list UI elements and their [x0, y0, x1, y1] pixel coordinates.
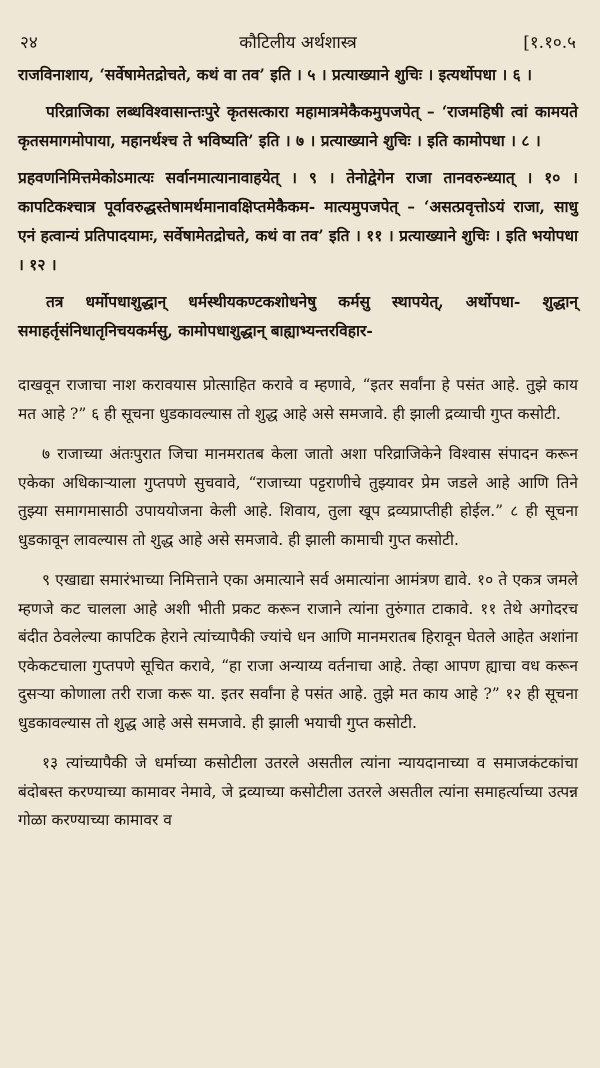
marathi-paragraph: दाखवून राजाचा नाश करावयास प्रोत्साहित करावे व म्हणावे, “इतर सर्वांना हे पसंत आहे. तुझे काय मत आहे ?” ६ ही सूचना धुडकावल्यास तो शुद्ध आहे असे समजावे. ही झाली द्रव्याची गुप्त कसोटी. [18, 376, 578, 423]
sanskrit-paragraph: राजविनाशाय, ‘सर्वेषामेतद्रोचते, कथं वा तव’ इति । ५ । प्रत्याख्याने शुचिः । इत्यर्थोपधा । ६ । [18, 65, 533, 84]
page-header [18, 30, 578, 60]
page-number: २४ [20, 33, 38, 53]
marathi-paragraph: १३ त्यांच्यापैकी जे धर्माच्या कसोटीला उतरले असतील त्यांना न्यायदानाच्या व समाजकंटकांचा बंदोबस्त करण्याच्या कामावर नेमावे, जे द्रव्याच्या कसोटीला उतरले असतील त्यांना समाहर्त्याच्या उत्पन्न गोळा करण्याच्या कामावर व [18, 754, 578, 829]
sanskrit-paragraph: प्रहवणनिमित्तमेकोऽमात्यः सर्वानमात्यानावाहयेत् । ९ । तेनोद्वेगेन राजा तानवरुन्ध्यात् । १० । कापटिकश्चात्र पूर्वावरुद्धस्तेषामर्थमानावक्षिप्तमेकैकम- मात्यमुपजपेत् – ‘असत्प्रवृत्तोऽयं राजा, साधु एनं हत्वान्यं प्रतिपादयामः, सर्वेषामेतद्रोचते, कथं वा तव’ इति । ११ । प्रत्याख्याने शुचिः । इति भयोपधा । १२ । [18, 168, 578, 274]
sanskrit-paragraph: परिव्राजिका लब्धविश्वासान्तःपुरे कृतसत्कारा महामात्रमेकैकमुपजपेत् – ‘राजमहिषी त्वां कामयते कृतसमागमोपाया, महानर्थश्च ते भविष्यति’ इति । ७ । प्रत्याख्याने शुचिः । इति कामोपधा । ८ । [18, 102, 578, 150]
verse-reference: [१.१०.५ [523, 33, 576, 53]
running-title: कौटिलीय अर्थशास्त्र [239, 33, 357, 53]
marathi-translation [18, 371, 578, 835]
sanskrit-text [18, 60, 578, 345]
sanskrit-paragraph: तत्र धर्मोपधाशुद्धान् धर्मस्थीयकण्टकशोधनेषु कर्मसु स्थापयेत्, अर्थोपधा- शुद्धान् समाहर्तृसंनिधातृनिचयकर्मसु, कामोपधाशुद्धान् बाह्याभ्यन्तरविहार- [18, 292, 578, 340]
marathi-paragraph: ९ एखाद्या समारंभाच्या निमित्ताने एका अमात्याने सर्व अमात्यांना आमंत्रण द्यावे. १० ते एकत्र जमले म्हणजे कट चालला आहे अशी भीती प्रकट करून राजाने त्यांना तुरुंगात टाकावे. ११ तेथे अगोदरच बंदीत ठेवलेल्या कापटिक हेराने त्यांच्यापैकी ज्यांचे धन आणि मानमरातब हिरावून घेतले आहेत अशांना एकेकटचाला गुप्तपणे सूचित करावे, “हा राजा अन्याय्य वर्तनाचा आहे. तेव्हा आपण ह्याचा वध करून दुसऱ्या कोणाला तरी राजा करू या. इतर सर्वांना हे पसंत आहे. तुझे मत काय आहे ?” १२ ही सूचना धुडकावल्यास तो शुद्ध आहे असे समजावे. ही झाली भयाची गुप्त कसोटी. [18, 571, 578, 732]
marathi-paragraph: ७ राजाच्या अंतःपुरात जिचा मानमरातब केला जातो अशा परिव्राजिकेने विश्वास संपादन करून एकेका अधिकाऱ्याला गुप्तपणे सुचवावे, “राजाच्या पट्टराणीचे तुझ्यावर प्रेम जडले आहे आणि तिने तुझ्या समागमासाठी उपाययोजना केली आहे. शिवाय, तुला खूप द्रव्यप्राप्तीही होईल.” ८ ही सूचना धुडकावून लावल्यास तो शुद्ध आहे असे समजावे. ही झाली कामाची गुप्त कसोटी. [18, 445, 578, 549]
